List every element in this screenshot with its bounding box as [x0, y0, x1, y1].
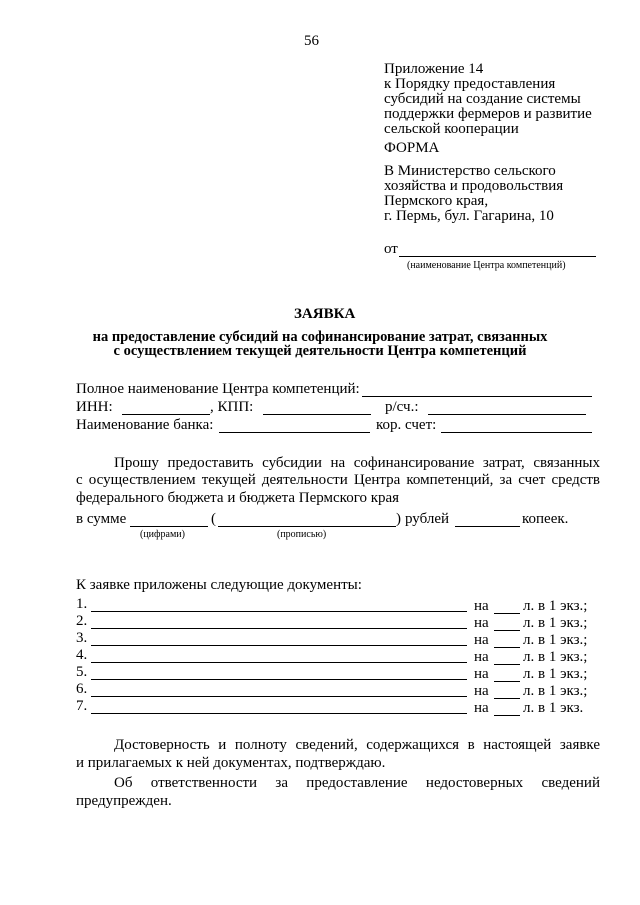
documents-header: К заявке приложены следующие документы: — [76, 577, 362, 593]
appendix-block — [384, 62, 592, 137]
title-line-2: с осуществлением текущей деятельности Центра компетенций — [113, 343, 527, 359]
document-suffix: л. в 1 экз.; — [523, 683, 588, 699]
appendix-line: сельской кооперации — [384, 121, 519, 137]
document-pages-input-line[interactable] — [494, 681, 520, 682]
corr-label: кор. счет: — [376, 417, 437, 433]
document-na: на — [474, 598, 489, 614]
request-line-3: федерального бюджета и бюджета Пермского края — [76, 490, 400, 506]
confirm-line-4: предупрежден. — [76, 793, 172, 809]
confirm-line-3: Об ответственности за предоставление недостоверных сведений — [114, 775, 600, 791]
document-pages-input-line[interactable] — [494, 613, 520, 614]
title-line-1: на предоставление субсидий на софинансирование затрат, связанных — [92, 329, 548, 345]
document-na: на — [474, 700, 489, 716]
addressee-line: хозяйства и продовольствия — [384, 178, 564, 194]
document-number: 1. — [76, 596, 88, 612]
request-line-2: с осуществлением текущей деятельности Центра компетенций, за счет средств — [76, 472, 600, 488]
paren-open: ( — [211, 511, 216, 527]
inn-label: ИНН: — [76, 399, 113, 415]
document-pages-input-line[interactable] — [494, 647, 520, 648]
form-label: ФОРМА — [384, 140, 440, 156]
confirm-line-1: Достоверность и полноту сведений, содержащихся в настоящей заявке — [114, 737, 600, 753]
document-na: на — [474, 649, 489, 665]
document-input-line[interactable] — [91, 628, 467, 629]
document-input-line[interactable] — [91, 645, 467, 646]
document-suffix: л. в 1 экз. — [523, 700, 584, 716]
document-number: 7. — [76, 698, 88, 714]
document-na: на — [474, 683, 489, 699]
addressee-line: г. Пермь, бул. Гагарина, 10 — [384, 208, 554, 224]
request-line-1: Прошу предоставить субсидии на софинансирование затрат, связанных — [114, 455, 600, 471]
document-suffix: л. в 1 экз.; — [523, 632, 588, 648]
appendix-line: к Порядку предоставления — [384, 76, 556, 92]
document-input-line[interactable] — [91, 611, 467, 612]
document-input-line[interactable] — [91, 662, 467, 663]
kpp-input-line[interactable] — [263, 414, 371, 415]
full-name-input-line[interactable] — [362, 396, 592, 397]
bank-input-line[interactable] — [219, 432, 370, 433]
document-suffix: л. в 1 экз.; — [523, 598, 588, 614]
appendix-line: субсидий на создание системы — [384, 91, 581, 107]
document-pages-input-line[interactable] — [494, 664, 520, 665]
digits-caption: (цифрами) — [140, 529, 185, 540]
sum-words-input-line[interactable] — [218, 526, 396, 527]
paren-close: ) — [396, 511, 401, 527]
rubles-label: рублей — [405, 511, 450, 527]
document-number: 3. — [76, 630, 88, 646]
document-input-line[interactable] — [91, 696, 467, 697]
full-name-label: Полное наименование Центра компетенций: — [76, 381, 360, 397]
addressee-line: В Министерство сельского — [384, 163, 556, 179]
document-suffix: л. в 1 экз.; — [523, 666, 588, 682]
sum-label: в сумме — [76, 511, 127, 527]
document-na: на — [474, 615, 489, 631]
document-suffix: л. в 1 экз.; — [523, 615, 588, 631]
document-number: 5. — [76, 664, 88, 680]
kopecks-label: копеек. — [522, 511, 569, 527]
document-pages-input-line[interactable] — [494, 698, 520, 699]
document-input-line[interactable] — [91, 713, 467, 714]
document-pages-input-line[interactable] — [494, 630, 520, 631]
kopecks-input-line[interactable] — [455, 526, 520, 527]
sum-digits-input-line[interactable] — [130, 526, 208, 527]
document-number: 2. — [76, 613, 88, 629]
account-input-line[interactable] — [428, 414, 586, 415]
document-input-line[interactable] — [91, 679, 467, 680]
corr-input-line[interactable] — [441, 432, 592, 433]
from-label: от — [384, 241, 398, 257]
title-heading: ЗАЯВКА — [294, 306, 356, 322]
page-number: 56 — [304, 33, 319, 49]
appendix-line: поддержки фермеров и развитие — [384, 106, 592, 122]
addressee-line: Пермского края, — [384, 193, 489, 209]
bank-label: Наименование банка: — [76, 417, 214, 433]
addressee-block — [384, 164, 563, 224]
confirm-line-2: и прилагаемых к ней документах, подтверждаю. — [76, 755, 386, 771]
appendix-line: Приложение 14 — [384, 61, 484, 77]
kpp-label: , КПП: — [210, 399, 254, 415]
inn-input-line[interactable] — [122, 414, 210, 415]
from-input-line[interactable] — [399, 256, 596, 257]
document-number: 6. — [76, 681, 88, 697]
document-na: на — [474, 632, 489, 648]
document-pages-input-line[interactable] — [494, 715, 520, 716]
from-caption: (наименование Центра компетенций) — [407, 260, 566, 271]
account-label: р/сч.: — [385, 399, 419, 415]
document-number: 4. — [76, 647, 88, 663]
document-na: на — [474, 666, 489, 682]
words-caption: (прописью) — [277, 529, 327, 540]
document-suffix: л. в 1 экз.; — [523, 649, 588, 665]
